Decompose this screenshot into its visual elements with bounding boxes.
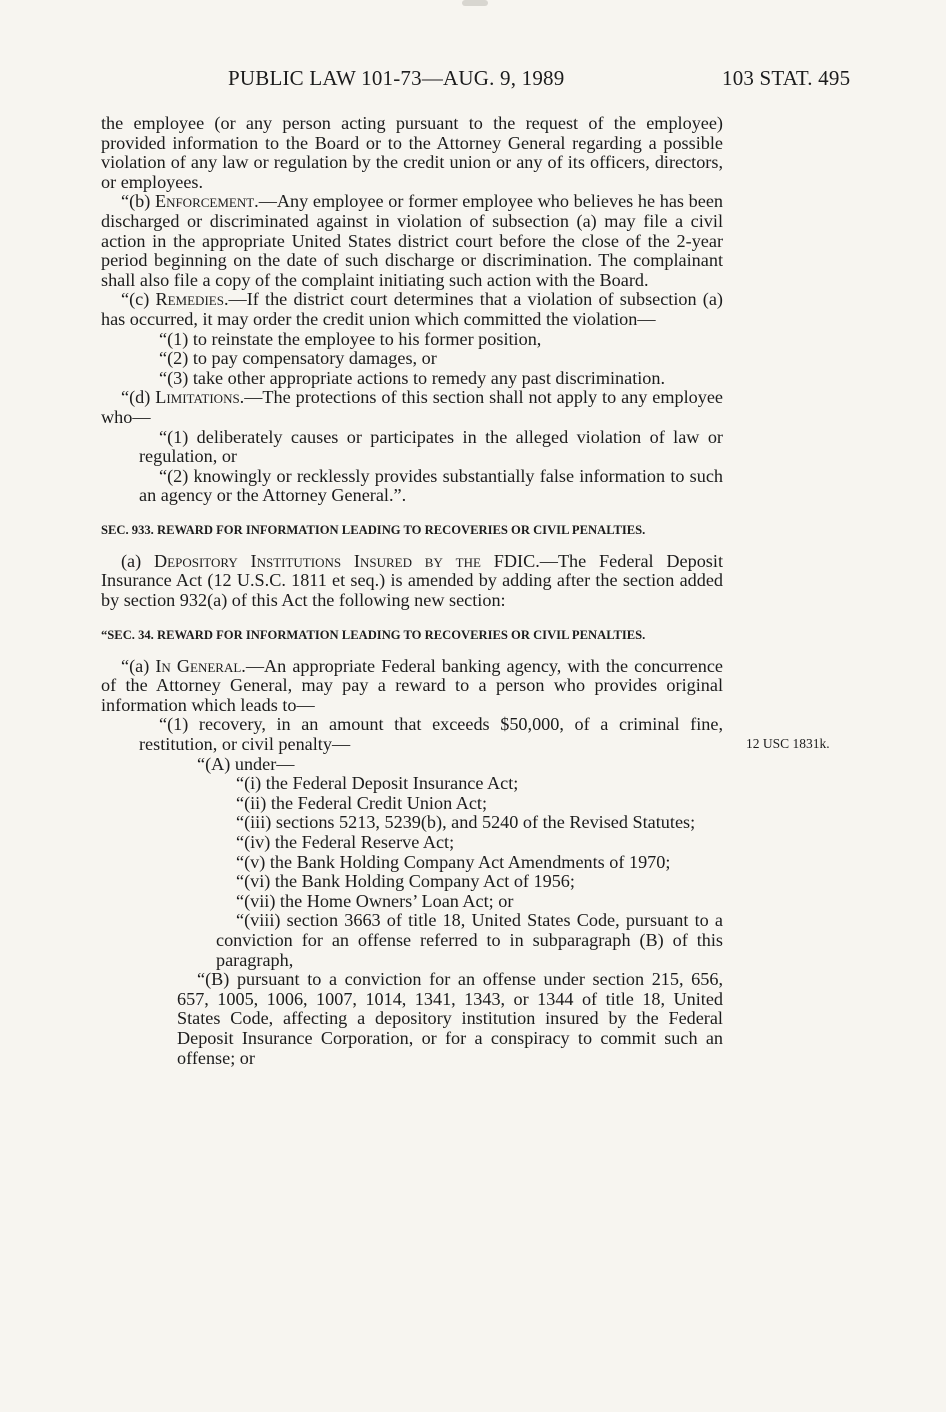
scan-smudge bbox=[462, 0, 488, 6]
subparagraph-A: “(A) under— bbox=[197, 753, 295, 774]
subsection-d-limitations: “(d) Limitations.—The protections of this section shall not apply to any employee who— bbox=[101, 387, 724, 427]
section-933-heading-wrap bbox=[101, 522, 723, 538]
subsection-b-enforcement: “(b) Enforcement.—Any employee or former employee who believes he has been discharged or discriminated against in violation of subsection (a) may file a civil action in the appropriate United States district court before the close of the 2-year period beginning on the date of such discharge or discrimination. The complainant shall also file a copy of the complaint initiating such action with the Board. bbox=[101, 191, 723, 290]
paragraph-d-1: “(1) deliberately causes or participates in the alleged violation of law or regulation, or bbox=[139, 426, 723, 467]
clause-ii: “(ii) the Federal Credit Union Act; bbox=[236, 792, 488, 813]
clause-iii: “(iii) sections 5213, 5239(b), and 5240 of the Revised Statutes; bbox=[236, 812, 696, 833]
subparagraph-B: “(B) pursuant to a conviction for an offense under section 215, 656, 657, 1005, 1006, 1007, 1014, 1341, 1343, or 1344 of title 18, United States Code, affecting a depository institution insured by the Federal Deposit Insurance Corporation, or for a conspiracy to commit such an offense; or bbox=[177, 969, 723, 1068]
paragraph-c-1: “(1) to reinstate the employee to his former position, bbox=[159, 328, 542, 349]
running-header-title: PUBLIC LAW 101-73—AUG. 9, 1989 bbox=[228, 66, 565, 90]
running-header-stat-page: 103 STAT. 495 bbox=[722, 66, 851, 90]
clause-v: “(v) the Bank Holding Company Act Amendments of 1970; bbox=[236, 851, 671, 872]
margin-citation: 12 USC 1831k. bbox=[746, 736, 830, 751]
paragraph-c-3: “(3) take other appropriate actions to remedy any past discrimination. bbox=[159, 367, 666, 388]
section-34-heading: “SEC. 34. REWARD FOR INFORMATION LEADING TO RECOVERIES OR CIVIL PENALTIES. bbox=[101, 627, 646, 642]
section-933-heading: SEC. 933. REWARD FOR INFORMATION LEADING TO RECOVERIES OR CIVIL PENALTIES. bbox=[101, 522, 646, 537]
clause-vi: “(vi) the Bank Holding Company Act of 1956; bbox=[236, 871, 575, 892]
paragraph-a-1: “(1) recovery, in an amount that exceeds $50,000, of a criminal fine, restitution, or civil penalty— bbox=[139, 714, 723, 755]
section-34-heading-wrap bbox=[101, 627, 723, 643]
paragraph-c-2: “(2) to pay compensatory damages, or bbox=[159, 348, 437, 369]
subsection-a-depository-institutions: (a) Depository Institutions Insured by the FDIC.—The Federal Deposit Insurance Act (12 U.S.C. 1811 et seq.) is amended by adding after the section added by section 932(a) of this Act the following new section: bbox=[101, 550, 723, 611]
clause-i: “(i) the Federal Deposit Insurance Act; bbox=[236, 773, 519, 794]
paragraph-d-2: “(2) knowingly or recklessly provides substantially false information to such an agency or the Attorney General.”. bbox=[139, 465, 723, 506]
clause-vii: “(vii) the Home Owners’ Loan Act; or bbox=[236, 890, 514, 911]
body-text bbox=[101, 114, 723, 1068]
clause-viii: “(viii) section 3663 of title 18, United States Code, pursuant to a conviction for an offense referred to in subparagraph (B) of this paragraph, bbox=[216, 910, 723, 970]
clause-iv: “(iv) the Federal Reserve Act; bbox=[236, 832, 455, 852]
paragraph-continuation: the employee (or any person acting pursuant to the request of the employee) provided information to the Board or to the Attorney General regarding a possible violation of any law or regulation by the credit union or any of its officers, directors, or employees. bbox=[101, 113, 723, 192]
subsection-a-in-general: “(a) In General.—An appropriate Federal banking agency, with the concurrence of the Attorney General, may pay a reward to a person who provides original information which leads to— bbox=[101, 655, 723, 715]
subsection-c-remedies: “(c) Remedies.—If the district court determines that a violation of subsection (a) has occurred, it may order the credit union which committed the violation— bbox=[101, 289, 723, 329]
